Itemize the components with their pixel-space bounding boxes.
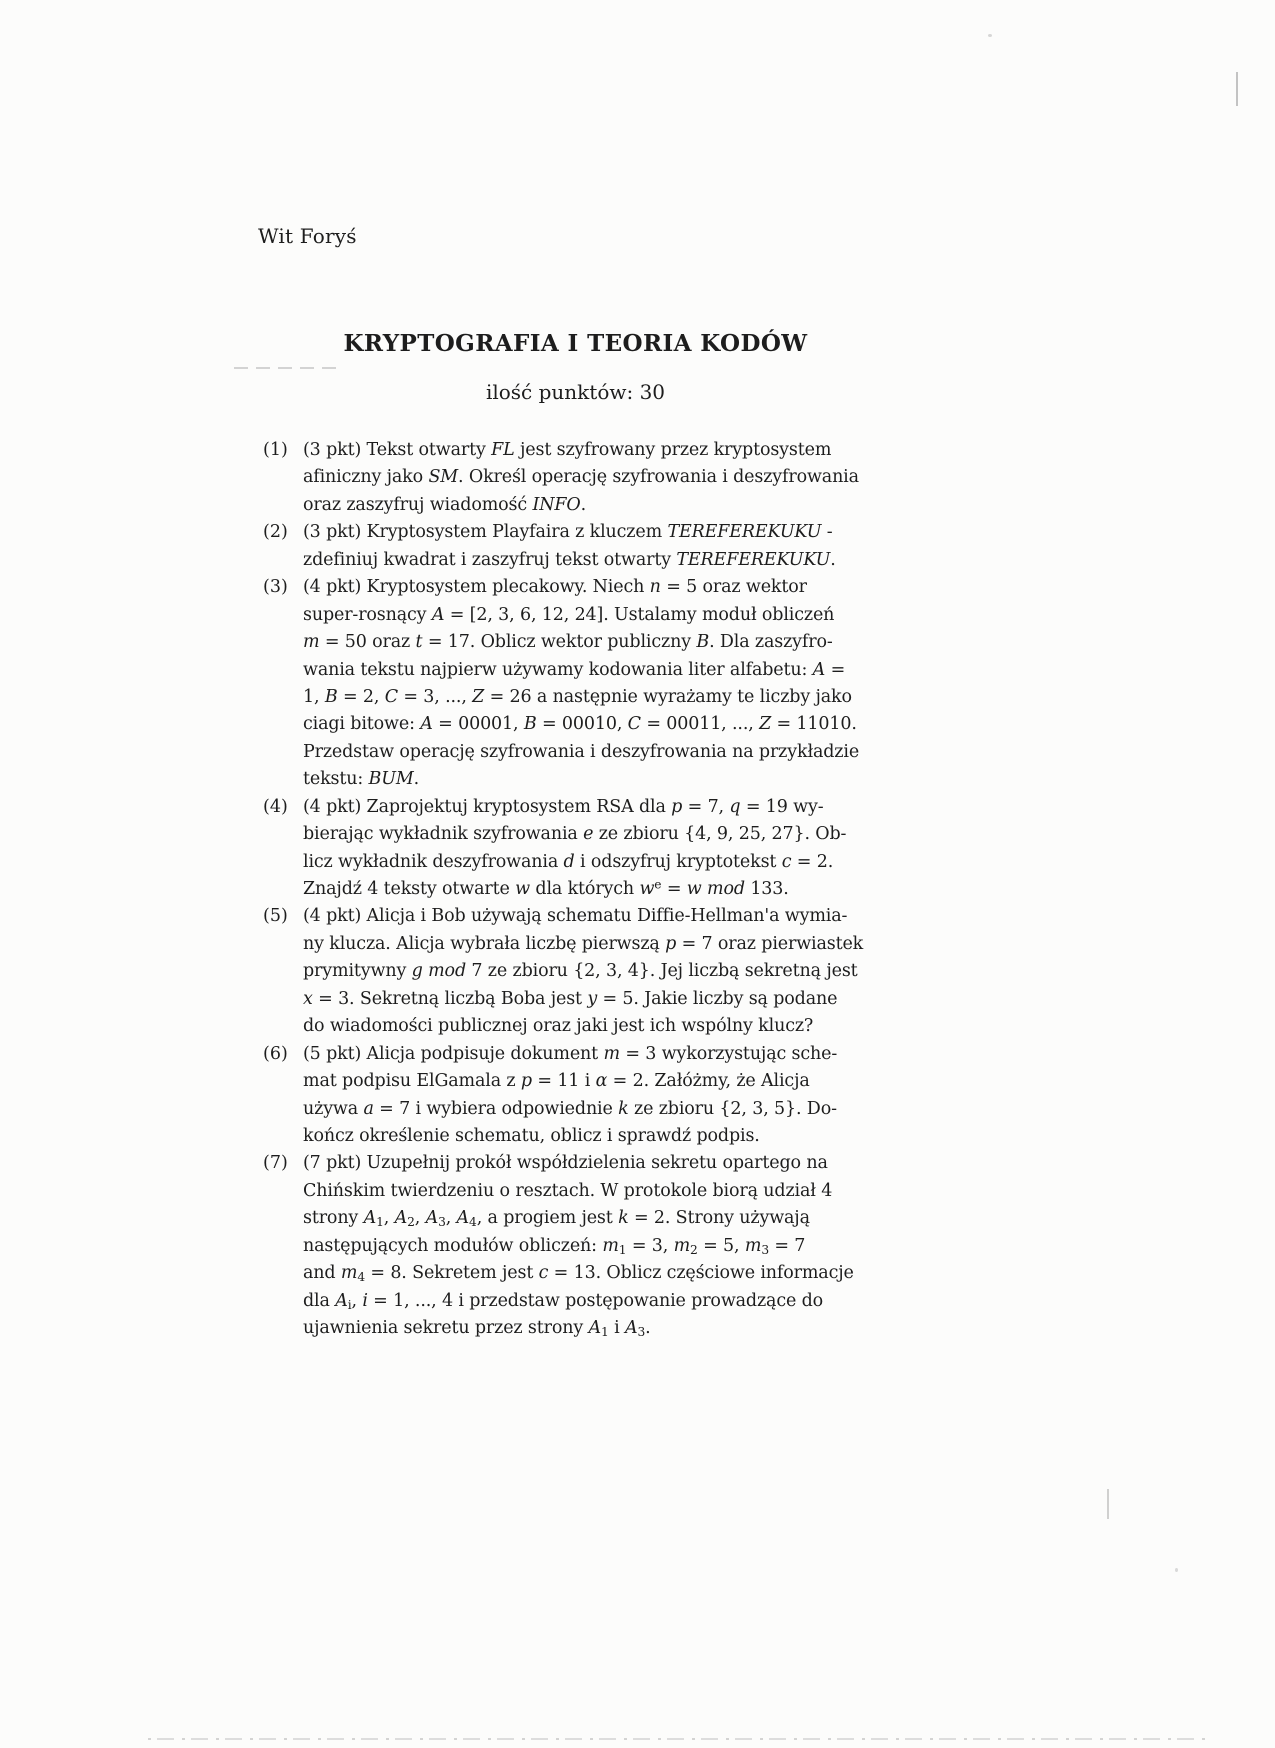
text-line: strony $A_1$, $A_2$, $A_3$, $A_4$, a progiem jest k = 2. Strony używają <box>303 1208 810 1230</box>
text-line: następujących modułów obliczeń: $m_1 = 3$, $m_2 = 5$, $m_3 = 7$ <box>303 1235 806 1257</box>
text-line: and $m_4 = 8$. Sekretem jest c = 13. Oblicz częściowe informacje <box>303 1263 854 1285</box>
problem-lines <box>303 437 903 519</box>
text-line: (3 pkt) Tekst otwarty FL jest szyfrowany przez kryptosystem <box>303 440 832 460</box>
text-line: x = 3. Sekretną liczbą Boba jest y = 5. Jakie liczby są podane <box>303 988 838 1009</box>
points-subtitle: ilość punktów: 30 <box>485 380 666 404</box>
problem-lines <box>303 794 903 904</box>
text-line: (4 pkt) Alicja i Bob używają schematu Diffie-Hellman'a wymia- <box>303 906 848 927</box>
problem-row <box>263 437 903 519</box>
scan-artifact-speck <box>1175 1568 1178 1572</box>
text-line: (7 pkt) Uzupełnij prokół współdzielenia sekretu opartego na <box>303 1153 828 1174</box>
text-line: prymitywny g mod 7 ze zbioru {2, 3, 4}. Jej liczbą sekretną jest <box>303 961 858 982</box>
scan-artifact-speck <box>988 34 992 37</box>
text-line: mat podpisu ElGamala z p = 11 i α = 2. Załóżmy, że Alicja <box>303 1071 810 1092</box>
text-line: Chińskim twierdzeniu o resztach. W protokole biorą udział 4 <box>303 1180 833 1201</box>
text-line: afiniczny jako SM. Określ operację szyfrowania i deszyfrowania <box>303 467 859 488</box>
author-name: Wit Foryś <box>258 224 357 248</box>
text-line: zdefiniuj kwadrat i zaszyfruj tekst otwarty TEREFEREKUKU. <box>303 549 836 570</box>
problem-lines <box>303 1041 903 1151</box>
text-line: licz wykładnik deszyfrowania d i odszyfruj kryptotekst c = 2. <box>303 851 834 872</box>
text-line: (4 pkt) Kryptosystem plecakowy. Niech n = 5 oraz wektor <box>303 577 807 598</box>
text-line: bierając wykładnik szyfrowania e ze zbioru {4, 9, 25, 27}. Ob- <box>303 824 847 845</box>
text-line: dla $A_i$, i = 1, ..., 4 i przedstaw postępowanie prowadzące do <box>303 1290 824 1312</box>
problem-lines <box>303 574 903 794</box>
problem-row <box>263 794 903 904</box>
scan-artifact-vline-top <box>1236 72 1238 106</box>
problem-row <box>263 1150 903 1342</box>
page-title: KRYPTOGRAFIA I TEORIA KODÓW <box>343 330 808 357</box>
text-line: kończ określenie schematu, oblicz i sprawdź podpis. <box>303 1125 760 1146</box>
text-line: Przedstaw operację szyfrowania i deszyfrowania na przykładzie <box>303 741 860 762</box>
text-line: ciagi bitowe: A = 00001, B = 00010, C = 00011, ..., Z = 11010. <box>303 714 857 735</box>
problem-number: (3) <box>263 577 288 598</box>
problem-number: (5) <box>263 906 288 927</box>
problem-number: (2) <box>263 522 288 543</box>
text-line: tekstu: BUM. <box>303 769 420 790</box>
scan-artifact-vline-bottom <box>1107 1489 1109 1519</box>
text-line: ujawnienia sekretu przez strony $A_1$ i $A_3$. <box>303 1318 651 1340</box>
text-line: Znajdź 4 teksty otwarte w dla których $w^e = w$ mod 133. <box>303 877 789 899</box>
problem-row <box>263 519 903 574</box>
text-line: ny klucza. Alicja wybrała liczbę pierwszą p = 7 oraz pierwiastek <box>303 933 864 954</box>
problem-number: (1) <box>263 440 288 460</box>
scan-artifact-dashes <box>234 367 344 369</box>
problem-number: (6) <box>263 1043 288 1064</box>
problem-lines <box>303 903 903 1040</box>
problem-lines <box>303 1150 903 1342</box>
text-line: (5 pkt) Alicja podpisuje dokument m = 3 wykorzystując sche- <box>303 1043 838 1064</box>
problem-number: (7) <box>263 1153 288 1174</box>
text-line: (3 pkt) Kryptosystem Playfaira z kluczem TEREFEREKUKU - <box>303 522 833 543</box>
problem-row <box>263 1041 903 1151</box>
problem-lines <box>303 519 903 574</box>
problem-number: (4) <box>263 796 288 817</box>
problem-row <box>263 574 903 794</box>
text-line: oraz zaszyfruj wiadomość INFO. <box>303 494 586 515</box>
scan-artifact-bottom-dots <box>148 1738 1208 1740</box>
text-line: wania tekstu najpierw używamy kodowania liter alfabetu: A = <box>303 659 846 680</box>
text-line: super-rosnący A = [2, 3, 6, 12, 24]. Ustalamy moduł obliczeń <box>303 604 835 625</box>
text-line: używa a = 7 i wybiera odpowiednie k ze zbioru {2, 3, 5}. Do- <box>303 1098 837 1119</box>
text-line: (4 pkt) Zaprojektuj kryptosystem RSA dla p = 7, q = 19 wy- <box>303 796 824 817</box>
problem-list <box>263 437 903 1342</box>
text-line: do wiadomości publicznej oraz jaki jest ich wspólny klucz? <box>303 1016 814 1037</box>
text-line: 1, B = 2, C = 3, ..., Z = 26 a następnie wyrażamy te liczby jako <box>303 686 852 707</box>
problem-row <box>263 903 903 1040</box>
text-line: m = 50 oraz t = 17. Oblicz wektor publiczny B. Dla zaszyfro- <box>303 632 833 653</box>
